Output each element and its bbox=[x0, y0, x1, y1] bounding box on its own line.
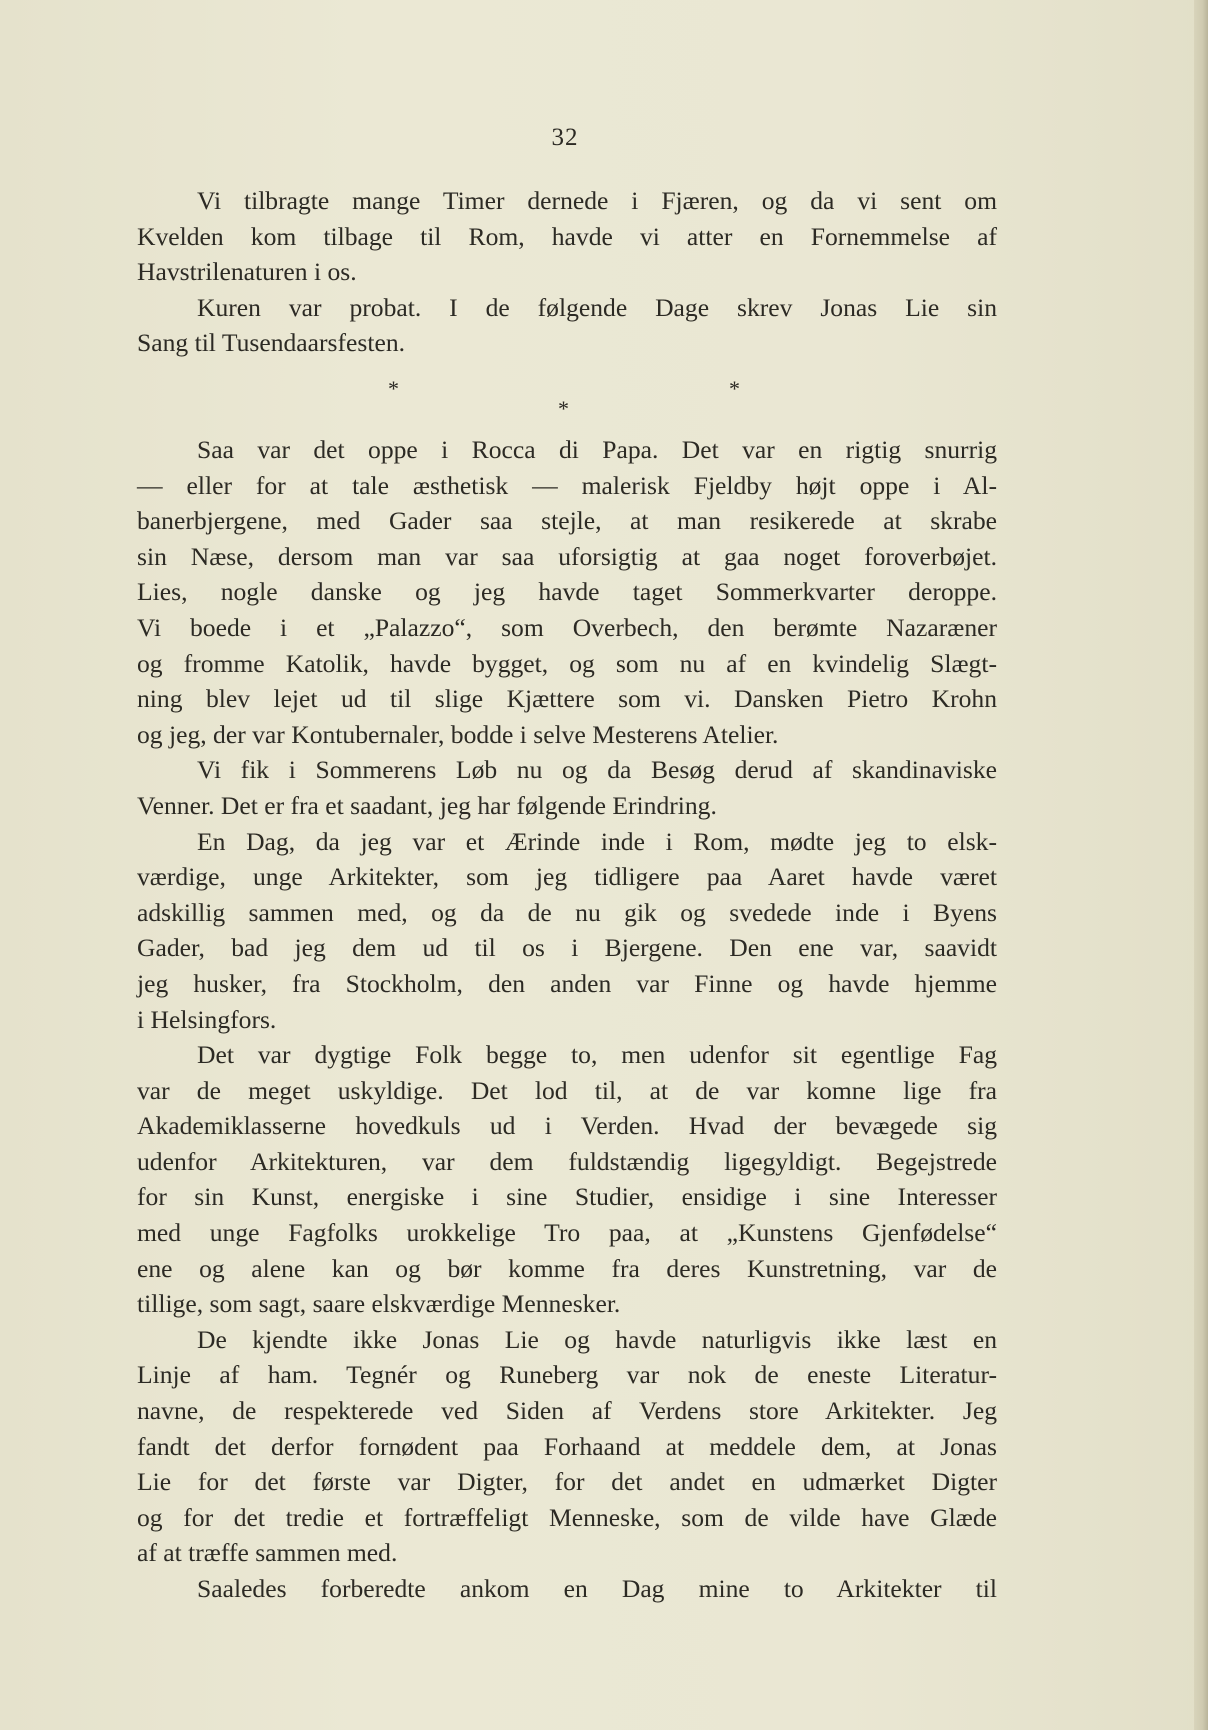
section-break bbox=[0, 376, 1208, 426]
text-line: for sin Kunst, energiske i sine Studier, ensidige i sine Interesser bbox=[137, 1182, 997, 1212]
text-line: Venner. Det er fra et saadant, jeg har følgende Erindring. bbox=[137, 790, 717, 820]
page-edge bbox=[1194, 0, 1208, 1730]
text-line: Lies, nogle danske og jeg havde taget Sommerkvarter deroppe. bbox=[137, 577, 997, 607]
text-line: Det var dygtige Folk begge to, men udenfor sit egentlige Fag bbox=[197, 1040, 997, 1070]
text-block-after-break bbox=[137, 432, 997, 1607]
text-line: værdige, unge Arkitekter, som jeg tidligere paa Aaret havde været bbox=[137, 862, 997, 892]
page-number: 32 bbox=[551, 124, 579, 151]
text-line: Sang til Tusendaarsfesten. bbox=[137, 328, 406, 358]
text-line: Saaledes forberedte ankom en Dag mine to Arkitekter til bbox=[197, 1574, 997, 1603]
text-line: udenfor Arkitekturen, var dem fuldstændig ligegyldigt. Begejstrede bbox=[137, 1146, 997, 1176]
text-line: Havstrilenaturen i os. bbox=[137, 257, 357, 287]
text-line: ning blev lejet ud til slige Kjættere som vi. Dansken Pietro Krohn bbox=[137, 684, 997, 714]
text-line: og jeg, der var Kontubernaler, bodde i selve Mesterens Atelier. bbox=[137, 719, 779, 749]
text-line: Linje af ham. Tegnér og Runeberg var nok de eneste Literatur- bbox=[137, 1360, 997, 1390]
text-line: Vi boede i et „Palazzo“, som Overbech, den berømte Nazaræner bbox=[137, 612, 997, 642]
section-break-star-left: * bbox=[388, 376, 399, 401]
text-line: Vi tilbragte mange Timer dernede i Fjæren, og da vi sent om bbox=[197, 186, 997, 215]
text-line: Kuren var probat. I de følgende Dage skrev Jonas Lie sin bbox=[197, 292, 997, 322]
text-line: Akademiklasserne hovedkuls ud i Verden. Hvad der bevægede sig bbox=[137, 1111, 997, 1141]
text-line: Lie for det første var Digter, for det andet en udmærket Digter bbox=[137, 1467, 997, 1497]
text-line: navne, de respekterede ved Siden af Verdens store Arkitekter. Jeg bbox=[137, 1396, 997, 1426]
text-line: var de meget uskyldige. Det lod til, at de var komne lige fra bbox=[137, 1075, 997, 1105]
text-line: tillige, som sagt, saare elskværdige Mennesker. bbox=[137, 1289, 621, 1319]
text-line: De kjendte ikke Jonas Lie og havde naturligvis ikke læst en bbox=[197, 1324, 997, 1354]
text-line: Gader, bad jeg dem ud til os i Bjergene. Den ene var, saavidt bbox=[137, 933, 997, 963]
section-break-star-middle: * bbox=[558, 396, 569, 421]
text-line: med unge Fagfolks urokkelige Tro paa, at „Kunstens Gjenfødelse“ bbox=[137, 1218, 997, 1248]
text-line: og fromme Katolik, havde bygget, og som nu af en kvindelig Slægt- bbox=[137, 648, 997, 678]
text-line: Kvelden kom tilbage til Rom, havde vi atter en Fornemmelse af bbox=[137, 221, 997, 251]
text-line: sin Næse, dersom man var saa uforsigtig at gaa noget foroverbøjet. bbox=[137, 541, 997, 571]
text-line: ene og alene kan og bør komme fra deres Kunstretning, var de bbox=[137, 1253, 997, 1283]
text-block-before-break bbox=[137, 183, 997, 361]
text-line: adskillig sammen med, og da de nu gik og svedede inde i Byens bbox=[137, 897, 997, 927]
text-line: banerbjergene, med Gader saa stejle, at man resikerede at skrabe bbox=[137, 506, 997, 536]
text-line: fandt det derfor fornødent paa Forhaand at meddele dem, at Jonas bbox=[137, 1431, 997, 1461]
text-line: jeg husker, fra Stockholm, den anden var Finne og havde hjemme bbox=[137, 968, 997, 998]
text-line: — eller for at tale æsthetisk — malerisk Fjeldby højt oppe i Al- bbox=[137, 470, 997, 500]
text-line: af at træffe sammen med. bbox=[137, 1538, 398, 1568]
text-line: Saa var det oppe i Rocca di Papa. Det var en rigtig snurrig bbox=[197, 435, 997, 464]
text-line: En Dag, da jeg var et Ærinde inde i Rom, mødte jeg to elsk- bbox=[197, 826, 997, 856]
text-line: og for det tredie et fortræffeligt Menneske, som de vilde have Glæde bbox=[137, 1502, 997, 1532]
text-line: Vi fik i Sommerens Løb nu og da Besøg derud af skandinaviske bbox=[197, 755, 997, 785]
section-break-star-right: * bbox=[729, 376, 740, 401]
text-line: i Helsingfors. bbox=[137, 1004, 277, 1034]
